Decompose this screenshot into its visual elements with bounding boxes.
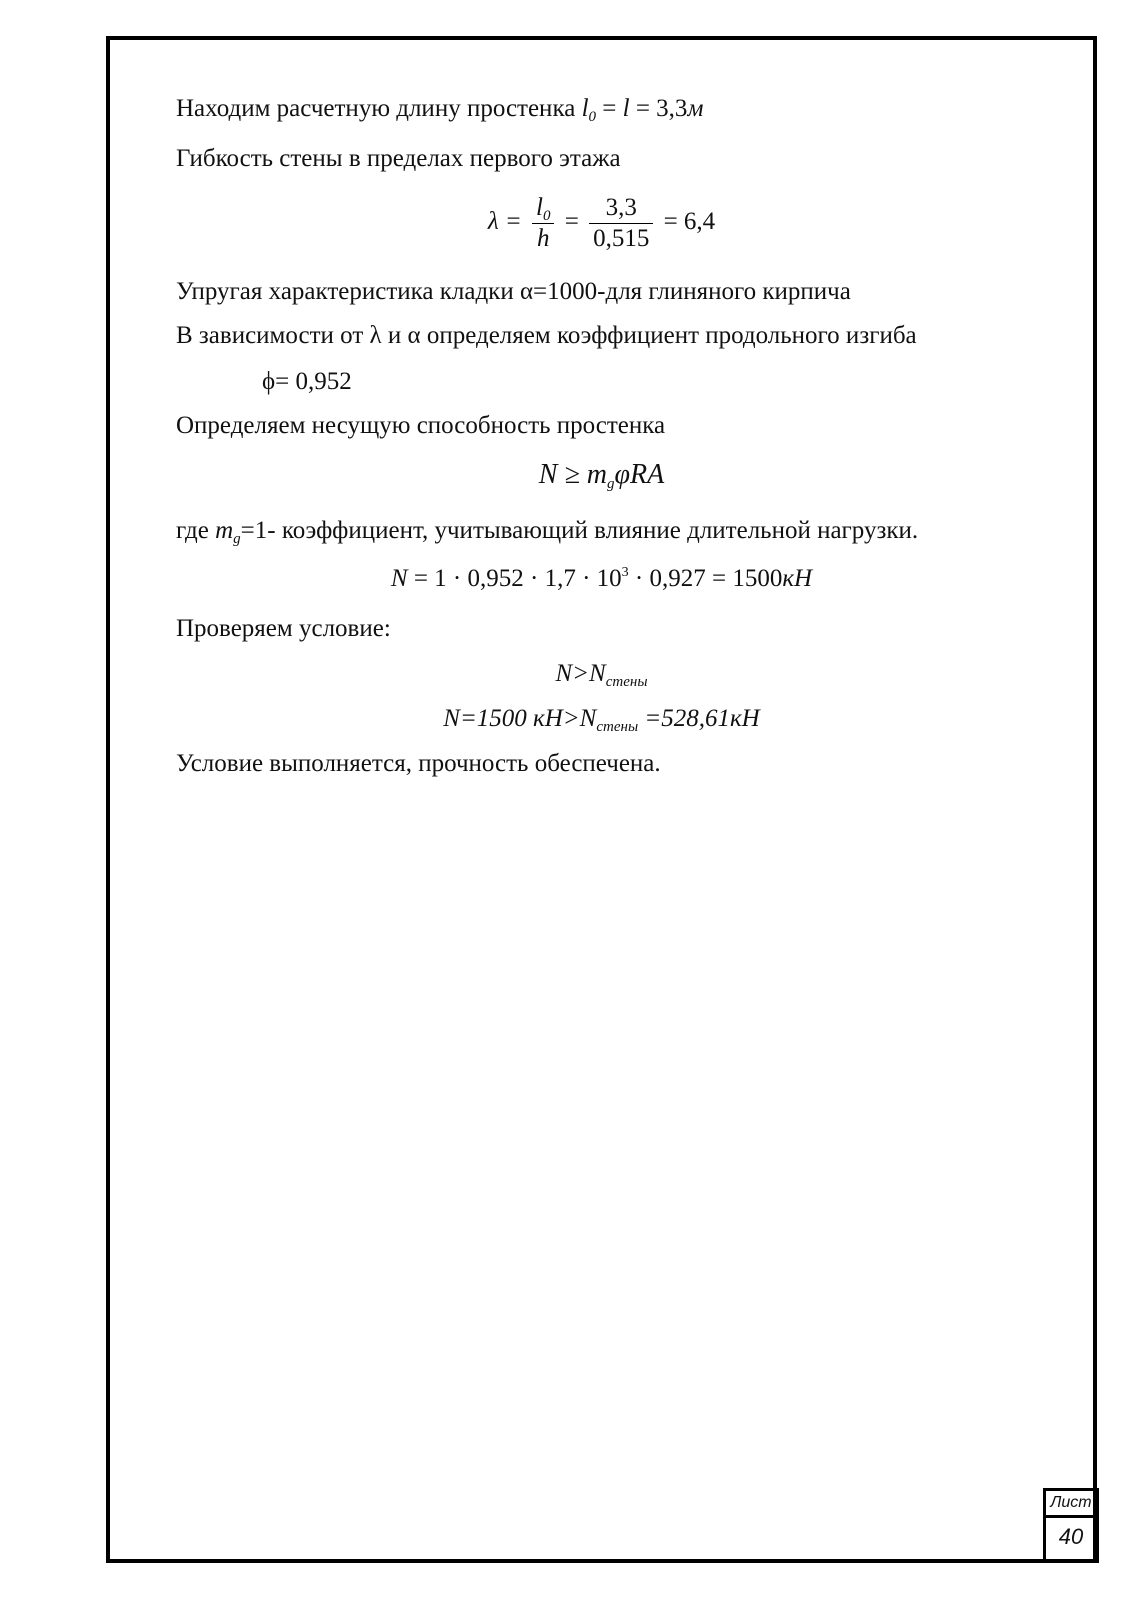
sheet-label: Лист [1043, 1488, 1099, 1518]
text-design-length: Находим расчетную длину простенка [176, 95, 582, 122]
value-phi: ϕ= 0,952 [262, 368, 352, 395]
fraction-values: $\frac{3,3}{0,515}$ [589, 193, 653, 254]
paragraph-buckling-coefficient: В зависимости от λ и α определяем коэффициент продольного изгиба [176, 322, 917, 349]
paragraph-slenderness: Гибкость стены в пределах первого этажа [176, 145, 621, 172]
sheet-number: 40 [1043, 1515, 1099, 1563]
formula-condition: $N>N_{стены}$ [555, 660, 648, 690]
formula-l0: $l_0$ [581, 95, 597, 125]
unit-meter: м [687, 95, 704, 122]
paragraph-elastic-characteristic: Упругая характеристика кладки α=1000-для глиняного кирпича [176, 278, 851, 305]
formula-n-calculation: $N = 1 \cdot 0,952 \cdot 1,7 \cdot 10^3 \cdot 0,927 = 1500кН$ [390, 565, 813, 592]
paragraph-conclusion: Условие выполняется, прочность обеспечена. [176, 750, 661, 777]
paragraph-design-length: Находим расчетную длину простенка $l_0 = l = 3,3м$ [176, 95, 704, 125]
paragraph-check-condition: Проверяем условие: [176, 615, 391, 642]
fraction-l0-h: $\frac{l_0}{h}$ [532, 193, 554, 254]
paragraph-where-mg: где $m_g=1-$ коэффициент, учитывающий влияние длительной нагрузки. [176, 517, 919, 547]
paragraph-bearing-capacity: Определяем несущую способность простенка [176, 412, 666, 439]
page-frame [106, 36, 1097, 1563]
formula-lambda: λ = $\frac{l_0}{h}$ = $\frac{3,3}{0,515}$ = 6,4 [487, 194, 716, 252]
formula-condition-values: N=1500 $кН>N_{стены} =528,61кН$ [443, 705, 760, 735]
formula-bearing-capacity: $N \ge m_g\varphi RA$ [538, 459, 665, 492]
